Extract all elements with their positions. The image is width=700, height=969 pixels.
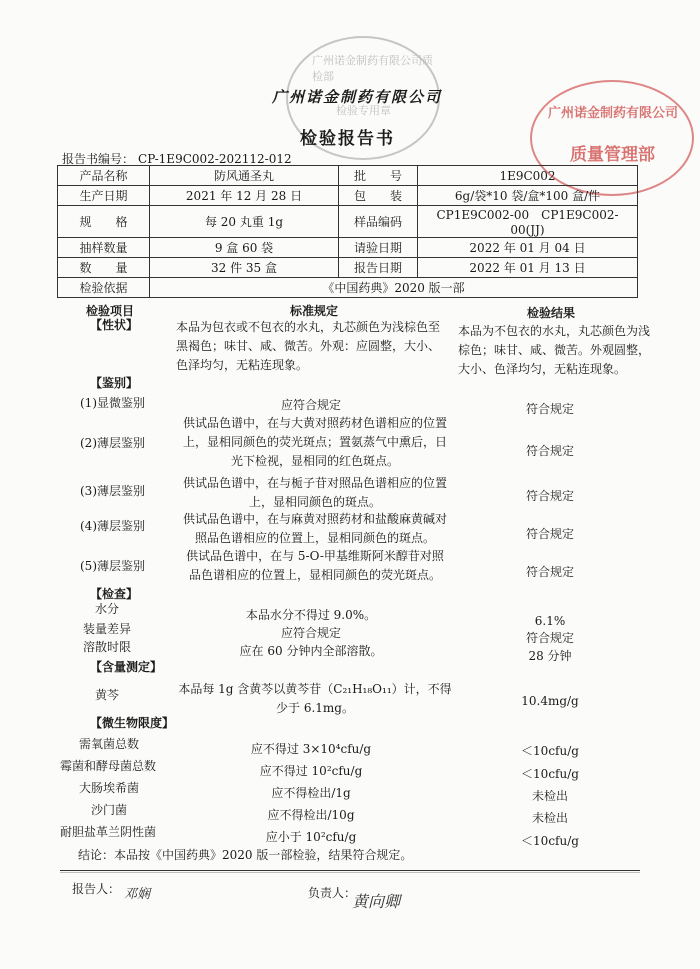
responsible-label: 负责人：	[308, 886, 357, 900]
ident-name: (4)薄层鉴别	[80, 519, 145, 533]
section-identification: 【鉴别】	[90, 376, 139, 390]
text-line: 照品色谱相应的位置上，显相同颜色的斑点。	[194, 531, 435, 545]
ident-result: 符合规定	[525, 444, 574, 458]
text-line: 品色谱相应的位置上，显相同颜色的荧光斑点。	[188, 568, 441, 582]
microbe-result: 未检出	[531, 789, 568, 803]
microbe-name: 需氧菌总数	[78, 737, 139, 751]
spec-label: 规 格	[58, 206, 150, 238]
report-number-value: CP-1E9C002-202112-012	[138, 152, 292, 166]
ident-standard	[170, 510, 460, 548]
microbe-name: 大肠埃希菌	[78, 781, 139, 795]
document-title: 检验报告书	[300, 129, 395, 149]
assay-name: 黄芩	[94, 688, 119, 702]
basis-label: 检验依据	[58, 278, 150, 298]
microbe-standard: 应不得检出/1g	[271, 786, 351, 800]
text-line: 大小、色泽均匀，无粘连现象。	[458, 362, 627, 376]
microbe-result: ＜10cfu/g	[521, 767, 579, 781]
header-item: 检验项目	[86, 304, 135, 318]
sample-code-label: 样品编码	[339, 206, 418, 238]
product-name-label: 产品名称	[58, 166, 150, 186]
text-line: 供试品色谱中，在与 5-O-甲基维斯阿米醇苷对照	[186, 549, 444, 563]
section-assay: 【含量测定】	[90, 660, 163, 674]
inspect-result: 6.1%	[534, 614, 566, 628]
text-line: 供试品色谱中，在与栀子苷对照品色谱相应的位置	[182, 476, 447, 490]
text-line: 供试品色谱中，在与大黄对照药材色谱相应的位置	[182, 416, 447, 430]
responsible-signature: 黄向卿	[352, 892, 401, 911]
text-line: 黑褐色；味甘、咸、微苦。外观：应圆整，大小、	[176, 339, 441, 353]
section-character: 【性状】	[90, 318, 139, 332]
ident-name: (1)显微鉴别	[80, 396, 145, 410]
ident-standard	[170, 474, 460, 512]
text-line: 供试品色谱中，在与麻黄对照药材和盐酸麻黄碱对	[182, 512, 447, 526]
text-line: 色泽均匀，无粘连现象。	[176, 358, 309, 372]
microbe-standard: 应小于 10²cfu/g	[265, 830, 357, 844]
text-line: 本品为不包衣的水丸，丸芯颜色为浅	[458, 324, 651, 338]
qty: 32 件 35 盒	[150, 258, 339, 278]
ident-standard	[170, 414, 460, 471]
sample-qty: 9 盒 60 袋	[150, 238, 339, 258]
character-standard	[176, 318, 440, 375]
microbe-result: 未检出	[531, 811, 568, 825]
info-table	[57, 165, 638, 298]
seal-text: 广州诺金制药有限公司	[548, 106, 679, 121]
text-line: 上，显相同颜色的荧光斑点；置氨蒸气中熏后，日	[182, 435, 447, 449]
seal-subtext: 质量管理部	[570, 145, 655, 165]
text-line: 本品每 1g 含黄芩以黄芩苷（C₂₁H₁₈O₁₁）计，不得	[178, 682, 452, 696]
text-line: 光下检视，显相同的红色斑点。	[230, 454, 399, 468]
inspect-result: 符合规定	[525, 631, 574, 645]
spec: 每 20 丸重 1g	[150, 206, 339, 238]
microbe-name: 霉菌和酵母菌总数	[59, 759, 156, 773]
sample-qty-label: 抽样数量	[58, 238, 150, 258]
microbe-standard: 应不得过 3×10⁴cfu/g	[250, 742, 372, 756]
microbe-name: 沙门菌	[90, 803, 127, 817]
inspect-standard: 本品水分不得过 9.0%。	[245, 608, 377, 622]
text-line: 棕色；味甘、咸、微苦。外观圆整，	[458, 343, 651, 357]
text-line: 少于 6.1mg。	[276, 701, 354, 715]
microbe-result: ＜10cfu/g	[521, 744, 579, 758]
header-result: 检验结果	[527, 306, 576, 320]
ident-result: 符合规定	[525, 565, 574, 579]
package: 6g/袋*10 袋/盒*100 盒/件	[418, 186, 638, 206]
report-date-label: 报告日期	[339, 258, 418, 278]
ident-standard: 应符合规定	[280, 398, 341, 412]
mfg-date-label: 生产日期	[58, 186, 150, 206]
report-number-label: 报告书编号：	[62, 152, 135, 166]
sample-code: CP1E9C002-00 CP1E9C002-00(JJ)	[418, 206, 638, 238]
ident-result: 符合规定	[525, 402, 574, 416]
seal-text: 广州诺金制药有限公司质检部	[312, 54, 433, 83]
basis: 《中国药典》2020 版一部	[150, 278, 638, 298]
reporter-label: 报告人：	[72, 882, 121, 896]
microbe-result: ＜10cfu/g	[521, 834, 579, 848]
divider	[60, 872, 640, 873]
assay-standard	[165, 680, 465, 718]
qty-label: 数 量	[58, 258, 150, 278]
product-name: 防风通圣丸	[150, 166, 339, 186]
divider	[60, 870, 640, 871]
character-result	[458, 322, 650, 379]
report-date: 2022 年 01 月 13 日	[418, 258, 638, 278]
ident-result: 符合规定	[525, 489, 574, 503]
inspect-result: 28 分钟	[528, 649, 572, 663]
ident-name: (3)薄层鉴别	[80, 484, 145, 498]
inspect-name: 水分	[94, 602, 119, 616]
text-line: 本品为包衣或不包衣的水丸，丸芯颜色为浅棕色至	[176, 320, 441, 334]
batch: 1E9C002	[418, 166, 638, 186]
inspect-name: 装量差异	[82, 622, 131, 636]
mfg-date: 2021 年 12 月 28 日	[150, 186, 339, 206]
section-microbe: 【微生物限度】	[90, 716, 175, 730]
inspect-name: 溶散时限	[82, 640, 131, 654]
conclusion: 结论：本品按《中国药典》2020 版一部检验，结果符合规定。	[78, 848, 413, 862]
company-name: 广州诺金制药有限公司	[272, 88, 443, 106]
microbe-standard: 应不得检出/10g	[267, 808, 355, 822]
inspect-standard: 应在 60 分钟内全部溶散。	[239, 644, 383, 658]
ident-name: (5)薄层鉴别	[80, 559, 145, 573]
request-date: 2022 年 01 月 04 日	[418, 238, 638, 258]
assay-result: 10.4mg/g	[521, 694, 579, 708]
header-standard: 标准规定	[290, 304, 339, 318]
ident-result: 符合规定	[525, 527, 574, 541]
microbe-standard: 应不得过 10²cfu/g	[259, 764, 363, 778]
inspect-standard: 应符合规定	[280, 626, 341, 640]
package-label: 包 装	[339, 186, 418, 206]
reporter-signature: 邓娴	[124, 887, 151, 902]
microbe-name: 耐胆盐革兰阴性菌	[59, 825, 156, 839]
request-date-label: 请验日期	[339, 238, 418, 258]
batch-label: 批 号	[339, 166, 418, 186]
seal-subtext: 检验专用章	[336, 104, 391, 117]
section-inspection: 【检查】	[90, 587, 139, 601]
ident-name: (2)薄层鉴别	[80, 436, 145, 450]
ident-standard	[170, 547, 460, 585]
text-line: 上，显相同颜色的斑点。	[248, 495, 381, 509]
